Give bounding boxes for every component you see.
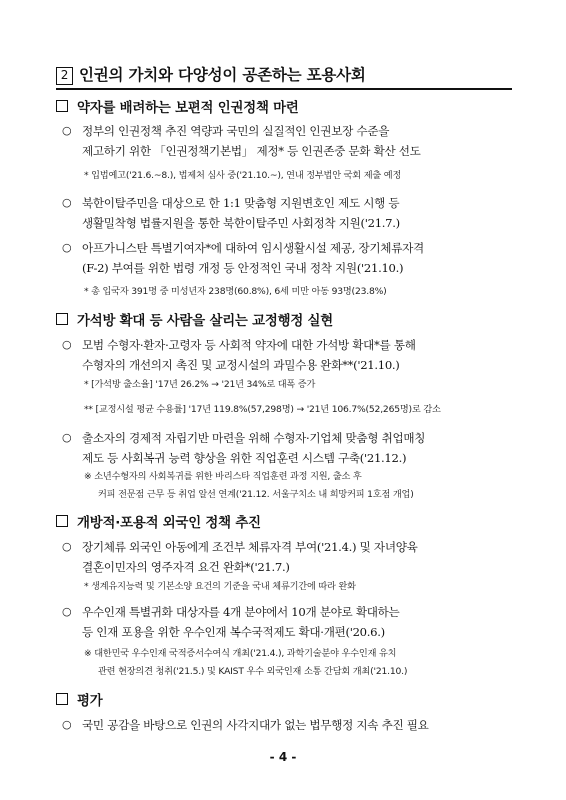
- section-heading-2: 가석방 확대 등 사람을 살리는 교정행정 실현: [56, 310, 333, 329]
- footnote: * [가석방 출소율] '17년 26.2% → '21년 34%로 대폭 증가: [84, 379, 316, 390]
- footnote: * 입법예고('21.6.~8.), 법제처 심사 중('21.10.~), 연내 정부법안 국회 제출 예정: [84, 170, 402, 181]
- list-item: ○ 정부의 인권정책 추진 역량과 국민의 실질적인 인권보장 수준을 제고하기 위한 「인권정책기본법」 제정* 등 인권존중 문화 확산 선도: [62, 121, 514, 161]
- circle-bullet-icon: ○: [62, 241, 72, 254]
- section-heading-3: 개방적·포용적 외국인 정책 추진: [56, 512, 261, 531]
- square-bullet-icon: [56, 515, 68, 527]
- list-item: ○ 출소자의 경제적 자립기반 마련을 위해 수형자·기업체 맞춤형 취업매칭 제도 등 사회복귀 능력 향상을 위한 직업훈련 시스템 구축('21.12.): [62, 428, 514, 468]
- main-title: [56, 63, 366, 85]
- circle-bullet-icon: ○: [62, 196, 72, 209]
- list-item: ○ 모범 수형자·환자·고령자 등 사회적 약자에 대한 가석방 확대*를 통해 수형자의 개선의지 촉진 및 교정시설의 과밀수용 완화**('21.10.): [62, 335, 514, 375]
- circle-bullet-icon: ○: [62, 605, 72, 618]
- circle-bullet-icon: ○: [62, 124, 72, 137]
- title-underline: [56, 88, 512, 90]
- list-item: ○ 장기체류 외국인 아동에게 조건부 체류자격 부여('21.4.) 및 자녀양육 결혼이민자의 영주자격 요건 완화*('21.7.): [62, 537, 514, 577]
- page-number: - 4 -: [269, 750, 297, 764]
- footnote: ※ 대한민국 우수인재 국적증서수여식 개최('21.4.), 과학기술분야 우수인재 유치 관련 현장의견 청취('21.5.) 및 KAIST 우수 외국인재 소통 간담회 개최('21.10.): [84, 648, 408, 677]
- square-bullet-icon: [56, 313, 68, 325]
- footnote: * 총 입국자 391명 중 미성년자 238명(60.8%), 6세 미만 아동 93명(23.8%): [84, 286, 387, 297]
- main-title-text: 인권의 가치와 다양성이 공존하는 포용사회: [79, 66, 366, 84]
- list-item: ○ 북한이탈주민을 대상으로 한 1:1 맞춤형 지원변호인 제도 시행 등 생활밀착형 법률지원을 통한 북한이탈주민 사회정착 지원('21.7.): [62, 193, 514, 233]
- square-bullet-icon: [56, 100, 68, 112]
- section-number-box: 2: [56, 67, 73, 85]
- list-item: ○ 국민 공감을 바탕으로 인권의 사각지대가 없는 법무행정 지속 추진 필요: [62, 715, 514, 735]
- footnote: ※ 소년수형자의 사회복귀를 위한 바리스타 직업훈련 과정 지원, 출소 후 커피 전문점 근무 등 취업 알선 연계('21.12. 서울구치소 내 희망커피 1호점 개업): [84, 471, 414, 500]
- circle-bullet-icon: ○: [62, 338, 72, 351]
- square-bullet-icon: [56, 693, 68, 705]
- circle-bullet-icon: ○: [62, 718, 72, 731]
- list-item: ○ 우수인재 특별귀화 대상자를 4개 분야에서 10개 분야로 확대하는 등 인재 포용을 위한 우수인재 복수국적제도 확대·개편('20.6.): [62, 602, 514, 642]
- list-item: ○ 아프가니스탄 특별기여자*에 대하여 임시생활시설 제공, 장기체류자격 (F-2) 부여를 위한 법령 개정 등 안정적인 국내 정착 지원('21.10.): [62, 238, 514, 278]
- section-heading-1: 약자를 배려하는 보편적 인권정책 마련: [56, 97, 299, 116]
- footnote: * 생계유지능력 및 기본소양 요건의 기준을 국내 체류기간에 따라 완화: [84, 581, 356, 592]
- circle-bullet-icon: ○: [62, 431, 72, 444]
- footnote: ** [교정시설 평균 수용률] '17년 119.8%(57,298명) → '21년 106.7%(52,265명)로 감소: [84, 404, 441, 415]
- section-heading-4: 평가: [56, 690, 102, 709]
- circle-bullet-icon: ○: [62, 540, 72, 553]
